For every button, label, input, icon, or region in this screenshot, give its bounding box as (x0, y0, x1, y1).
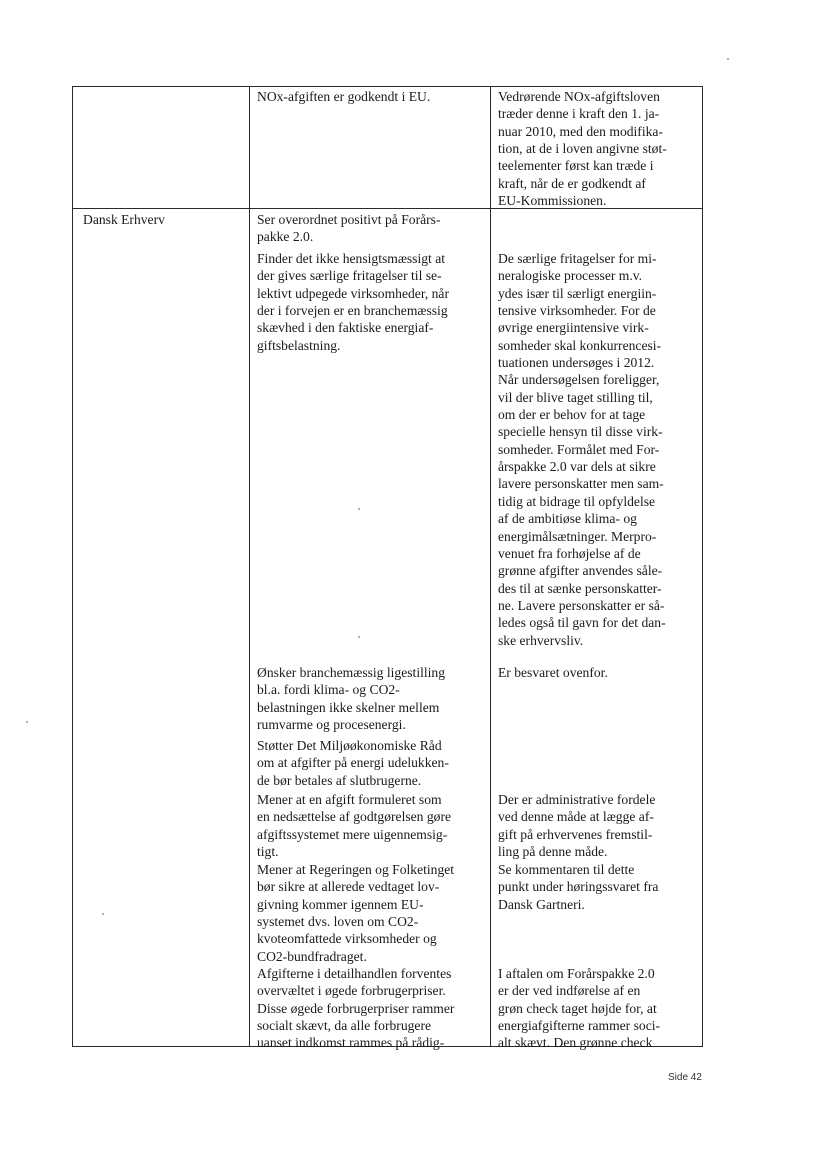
comment-line: rumvarme og procesenergi. (257, 717, 406, 733)
response-block-2 (498, 250, 696, 649)
response-block-7 (498, 965, 696, 1052)
scan-speck (727, 58, 729, 60)
response-line: energiafgifterne rammer soci- (498, 1018, 661, 1034)
comment-line: Ser overordnet positivt på Forårs- (257, 212, 441, 227)
comment-block-4 (257, 737, 485, 789)
table-right-border (702, 86, 703, 1046)
scan-speck (358, 636, 360, 638)
comment-line: givning kommer igennem EU- (257, 896, 424, 912)
response-line: somheder. Formålet med For- (498, 441, 660, 457)
response-line: Er besvaret ovenfor. (498, 665, 608, 680)
response-line: alt skævt. Den grønne check (498, 1035, 653, 1051)
table-top-border (72, 86, 703, 87)
scan-speck (358, 508, 360, 510)
comment-line: skævhed i den faktiske energiaf- (257, 320, 434, 336)
comment-block-1 (257, 211, 485, 246)
comment-block-5 (257, 791, 485, 860)
response-line: tensive virksomheder. For de (498, 303, 656, 319)
row1-comment (257, 88, 485, 105)
response-line: Når undersøgelsen foreligger, (498, 372, 660, 388)
response-line: er der ved indførelse af en (498, 983, 641, 999)
row1-response-line: Vedrørende NOx-afgiftsloven (498, 89, 660, 104)
response-line: specielle hensyn til disse virk- (498, 424, 663, 440)
comment-line: Afgifterne i detailhandlen forventes (257, 966, 452, 981)
response-line: af de ambitiøse klima- og (498, 511, 637, 527)
comment-line: belastningen ikke skelner mellem (257, 699, 440, 715)
row1-response (498, 88, 696, 209)
row2-organisation (83, 211, 241, 228)
comment-block-2 (257, 250, 485, 354)
comment-line: bør sikre at allerede vedtaget lov- (257, 879, 440, 895)
comment-line: uanset indkomst rammes på rådig- (257, 1035, 445, 1051)
comment-line: Ønsker branchemæssig ligestilling (257, 665, 446, 680)
row1-response-line: kraft, når de er godkendt af (498, 175, 646, 191)
comment-line: giftsbelastning. (257, 337, 341, 353)
response-line: grøn check taget højde for, at (498, 1000, 657, 1016)
comment-line: socialt skævt, da alle forbrugere (257, 1018, 432, 1034)
column-divider-1 (249, 86, 250, 1046)
comment-line: kvoteomfattede virksomheder og (257, 931, 437, 947)
comment-line: overvæltet i øgede forbrugerpriser. (257, 983, 446, 999)
row1-response-line: nuar 2010, med den modifika- (498, 123, 663, 139)
scan-speck (102, 913, 104, 915)
response-line: årspakke 2.0 var dels at sikre (498, 459, 656, 475)
comment-line: Støtter Det Miljøøkonomiske Råd (257, 738, 442, 753)
response-line: tidig at bidrage til opfyldelse (498, 493, 656, 509)
response-line: Der er administrative fordele (498, 792, 656, 807)
comment-line: bl.a. fordi klima- og CO2- (257, 682, 400, 698)
response-line: lavere personskatter men sam- (498, 476, 664, 492)
comment-line: afgiftssystemet mere uigennemsig- (257, 826, 448, 842)
response-line: ne. Lavere personskatter er så- (498, 597, 665, 613)
response-line: ydes især til særligt energiin- (498, 285, 657, 301)
comment-line: Mener at en afgift formuleret som (257, 792, 442, 807)
comment-line: Mener at Regeringen og Folketinget (257, 862, 455, 877)
response-line: Se kommentaren til dette (498, 862, 635, 877)
page-number: Side 42 (668, 1072, 702, 1083)
response-line: øvrige energiintensive virk- (498, 320, 649, 336)
comment-line: CO2-bundfradraget. (257, 948, 367, 964)
row1-response-line: tion, at de i loven angivne støt- (498, 141, 667, 157)
response-line: punkt under høringssvaret fra (498, 879, 659, 895)
comment-line: Finder det ikke hensigtsmæssigt at (257, 251, 446, 266)
response-line: ske erhvervsliv. (498, 632, 584, 648)
response-line: des til at sænke personskatter- (498, 580, 662, 596)
organisation-name: Dansk Erhverv (83, 212, 165, 227)
response-line: gift på erhvervenes fremstil- (498, 826, 653, 842)
response-line: tuationen undersøges i 2012. (498, 355, 655, 371)
response-block-5 (498, 791, 696, 860)
response-line: I aftalen om Forårspakke 2.0 (498, 966, 655, 981)
comment-line: der gives særlige fritagelser til se- (257, 268, 442, 284)
comment-line: der i forvejen er en branchemæssig (257, 303, 448, 319)
response-line: vil der blive taget stilling til, (498, 389, 653, 405)
response-line: somheder skal konkurrencesi- (498, 337, 662, 353)
comment-line: systemet dvs. loven om CO2- (257, 914, 419, 930)
row1-response-line: træder denne i kraft den 1. ja- (498, 106, 660, 122)
comment-line: de bør betales af slutbrugerne. (257, 772, 422, 788)
comment-block-3 (257, 664, 485, 733)
response-line: venuet fra forhøjelse af de (498, 545, 641, 561)
comment-block-7 (257, 965, 485, 1052)
comment-block-6 (257, 861, 485, 965)
response-line: neralogiske processer m.v. (498, 268, 643, 284)
comment-line: om at afgifter på energi udelukken- (257, 755, 449, 771)
response-line: om der er behov for at tage (498, 407, 646, 423)
response-line: De særlige fritagelser for mi- (498, 251, 657, 266)
response-line: ledes også til gavn for det dan- (498, 615, 666, 631)
row1-response-line: EU-Kommissionen. (498, 193, 607, 209)
response-line: ling på denne måde. (498, 844, 608, 860)
comment-line: tigt. (257, 844, 279, 860)
response-line: ved denne måde at lægge af- (498, 809, 654, 825)
response-line: Dansk Gartneri. (498, 896, 585, 912)
column-divider-2 (490, 86, 491, 1046)
comment-line: lektivt udpegede virksomheder, når (257, 285, 449, 301)
response-line: grønne afgifter anvendes såle- (498, 563, 663, 579)
response-block-3 (498, 664, 696, 681)
response-block-6 (498, 861, 696, 913)
comment-line: Disse øgede forbrugerpriser rammer (257, 1000, 455, 1016)
comment-line: pakke 2.0. (257, 229, 314, 245)
response-line: energimålsætninger. Merpro- (498, 528, 657, 544)
comment-line: en nedsættelse af godtgørelsen gøre (257, 809, 452, 825)
table-left-border (72, 86, 73, 1046)
row1-response-line: teelementer først kan træde i (498, 158, 654, 174)
scan-speck (26, 721, 28, 723)
row1-comment-line: NOx-afgiften er godkendt i EU. (257, 89, 431, 104)
